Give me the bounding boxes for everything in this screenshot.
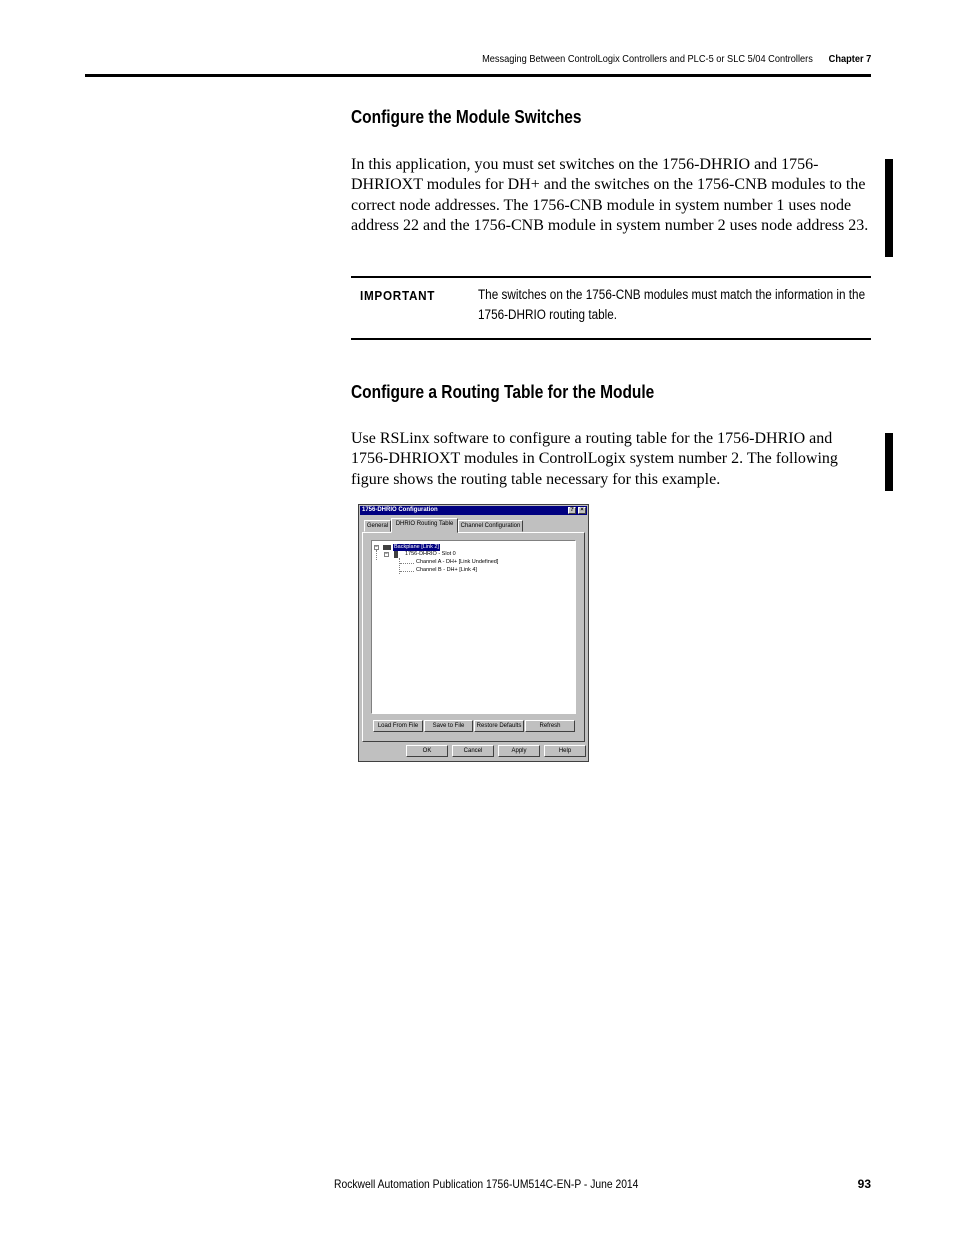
save-to-file-button[interactable]: Save to File [424,720,473,732]
change-bar-1 [885,159,893,257]
page-number: 93 [857,1177,871,1191]
dhrio-configuration-dialog [358,504,589,762]
cancel-button[interactable]: Cancel [452,745,494,757]
refresh-button[interactable]: Refresh [525,720,575,732]
tree-item-channel-a[interactable]: Channel A - DH+ [Link Undefined] [416,559,499,565]
tree-item-module[interactable]: 1756-DHRIO - Slot 0 [405,551,456,557]
tree-connector [376,550,377,560]
important-bottom-rule [351,338,871,340]
tree-connector [400,571,414,572]
help-icon[interactable]: ? [568,507,576,514]
footer-publication: Rockwell Automation Publication 1756-UM514C-EN-P - June 2014 [334,1177,639,1191]
section-heading-routing: Configure a Routing Table for the Module [351,382,655,402]
important-label: IMPORTANT [360,288,436,303]
important-top-rule [351,276,871,278]
close-icon[interactable]: × [578,507,586,514]
help-button[interactable]: Help [544,745,586,757]
backplane-icon [383,545,391,550]
routing-tree-view[interactable] [371,540,576,714]
section-paragraph-routing: Use RSLinx software to configure a routing table for the 1756-DHRIO and 1756-DHRIOXT modules in ControlLogix system number 2. The following figure shows the routing table necessary for this example. [351,430,838,488]
tree-item-channel-b[interactable]: Channel B - DH+ [Link 4] [416,567,477,573]
section-paragraph-switches: In this application, you must set switches on the 1756-DHRIO and 1756-DHRIOXT modules for DH+ and the switches on the 1756-CNB modules to the correct node addresses. The 1756-CNB module in system number 1 uses node address 22 and the 1756-CNB module in system number 2 uses node address 23. [351,156,869,235]
ok-button[interactable]: OK [406,745,448,757]
tab-general[interactable]: General [364,520,391,532]
tree-item-backplane[interactable]: Backplane [Link 2] [394,544,439,550]
collapse-icon[interactable]: − [375,544,378,550]
header-chapter: Chapter 7 [828,53,871,65]
tab-dhrio-routing-table[interactable]: DHRIO Routing Table [391,518,458,533]
page-header [482,53,871,65]
tab-channel-configuration[interactable]: Channel Configuration [458,520,523,532]
collapse-icon[interactable]: − [385,551,388,557]
restore-defaults-button[interactable]: Restore Defaults [474,720,524,732]
important-text: The switches on the 1756-CNB modules must match the information in the 1756-DHRIO routing table. [478,287,866,322]
header-title: Messaging Between ControlLogix Controllers and PLC-5 or SLC 5/04 Controllers [481,53,813,65]
header-rule [85,74,871,77]
module-icon [394,551,398,558]
tree-connector [400,563,414,564]
dialog-title: 1756-DHRIO Configuration [362,507,438,513]
dialog-titlebar [360,506,587,515]
change-bar-2 [885,433,893,491]
load-from-file-button[interactable]: Load From File [373,720,423,732]
section-heading-switches: Configure the Module Switches [351,107,582,127]
apply-button[interactable]: Apply [498,745,540,757]
